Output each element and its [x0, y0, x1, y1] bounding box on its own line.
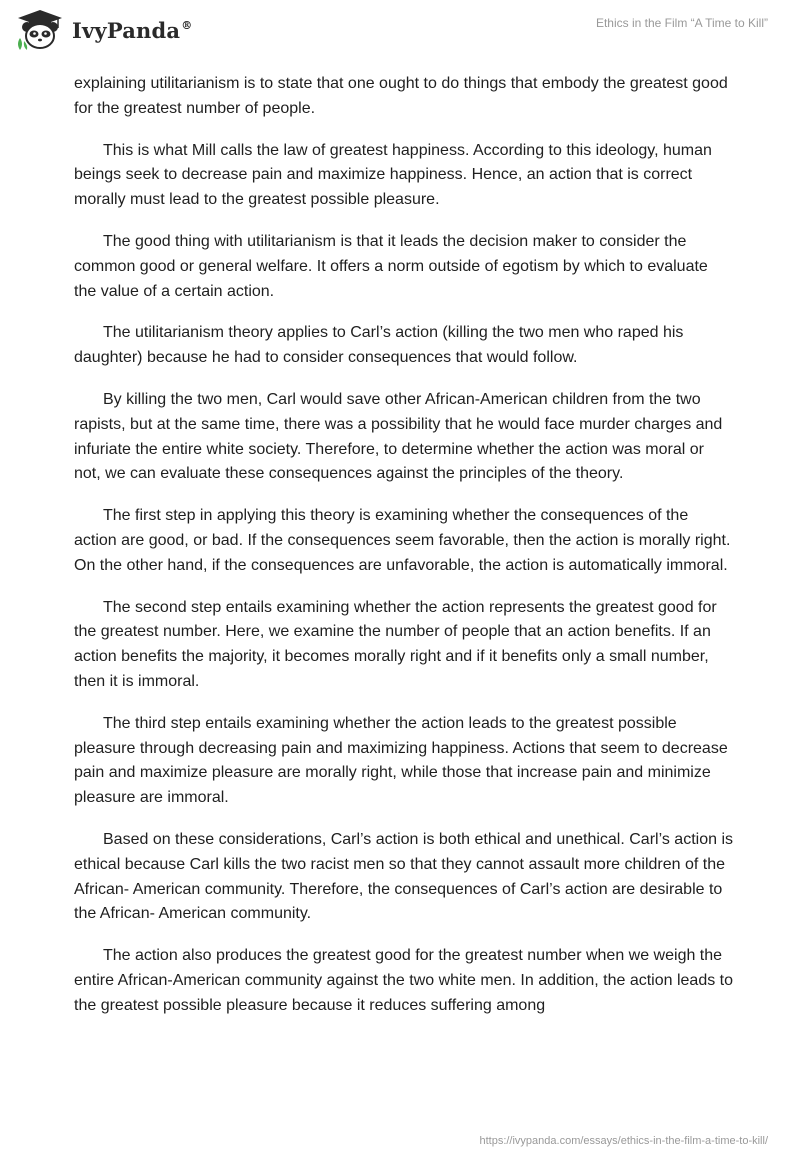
- document-title: Ethics in the Film “A Time to Kill”: [595, 16, 768, 30]
- paragraph: explaining utilitarianism is to state that one ought to do things that embody the greatest good for the greatest number of people.: [74, 75, 728, 117]
- paragraph: Based on these considerations, Carl’s action is both ethical and unethical. Carl’s action is ethical because Carl kills the two racist men so that they cannot assault more children of the African- American community. Therefore, the consequences of Carl’s action are desirable to the African- American community.: [74, 830, 733, 923]
- paragraph: This is what Mill calls the law of greatest happiness. According to this ideology, human beings seek to decrease pain and maximize happiness. Hence, an action that is correct morally must lead to the greatest possible pleasure.: [74, 141, 712, 209]
- paragraph: The good thing with utilitarianism is that it leads the decision maker to consider the common good or general welfare. It offers a norm outside of egotism by which to evaluate the value of a certain action.: [74, 232, 708, 300]
- paragraph: The second step entails examining whether the action represents the greatest good for the greatest number. Here, we examine the number of people that an action benefits. If an action benefits the majority, it becomes morally right and if it benefits only a small number, then it is immoral.: [74, 598, 717, 690]
- brand-name: IvyPanda®: [72, 17, 193, 43]
- paragraph: By killing the two men, Carl would save other African-American children from the two rapists, but at the same time, there was a possibility that he would face murder charges and infuriate the entire white society. Therefore, to determine whether the action was moral or not, we can evaluate these consequences against the principles of the theory.: [74, 390, 723, 483]
- paragraph: The utilitarianism theory applies to Carl’s action (killing the two men who raped his daughter) because he had to consider consequences that would follow.: [74, 324, 684, 367]
- essay-body: [74, 72, 734, 1036]
- paragraph: The third step entails examining whether the action leads to the greatest possible pleasure through decreasing pain and maximizing happiness. Actions that seem to decrease pain and maximize pleasure are morally right, while those that increase pain and minimize pleasure are immoral.: [74, 714, 728, 807]
- paragraph: The first step in applying this theory is examining whether the consequences of the action are good, or bad. If the consequences seem favorable, then the action is morally right. On the other hand, if the consequences are unfavorable, the action is automatically immoral.: [74, 507, 731, 574]
- panda-graduate-icon: [14, 8, 66, 52]
- page-header: [0, 0, 800, 70]
- paragraph: The action also produces the greatest good for the greatest number when we weigh the entire African-American community against the two white men. In addition, the action leads to the greatest possible pleasure because it reduces suffering among: [74, 947, 734, 1014]
- source-url-link[interactable]: https://ivypanda.com/essays/ethics-in-the-film-a-time-to-kill/: [479, 1135, 768, 1147]
- ivypanda-logo[interactable]: [14, 8, 192, 52]
